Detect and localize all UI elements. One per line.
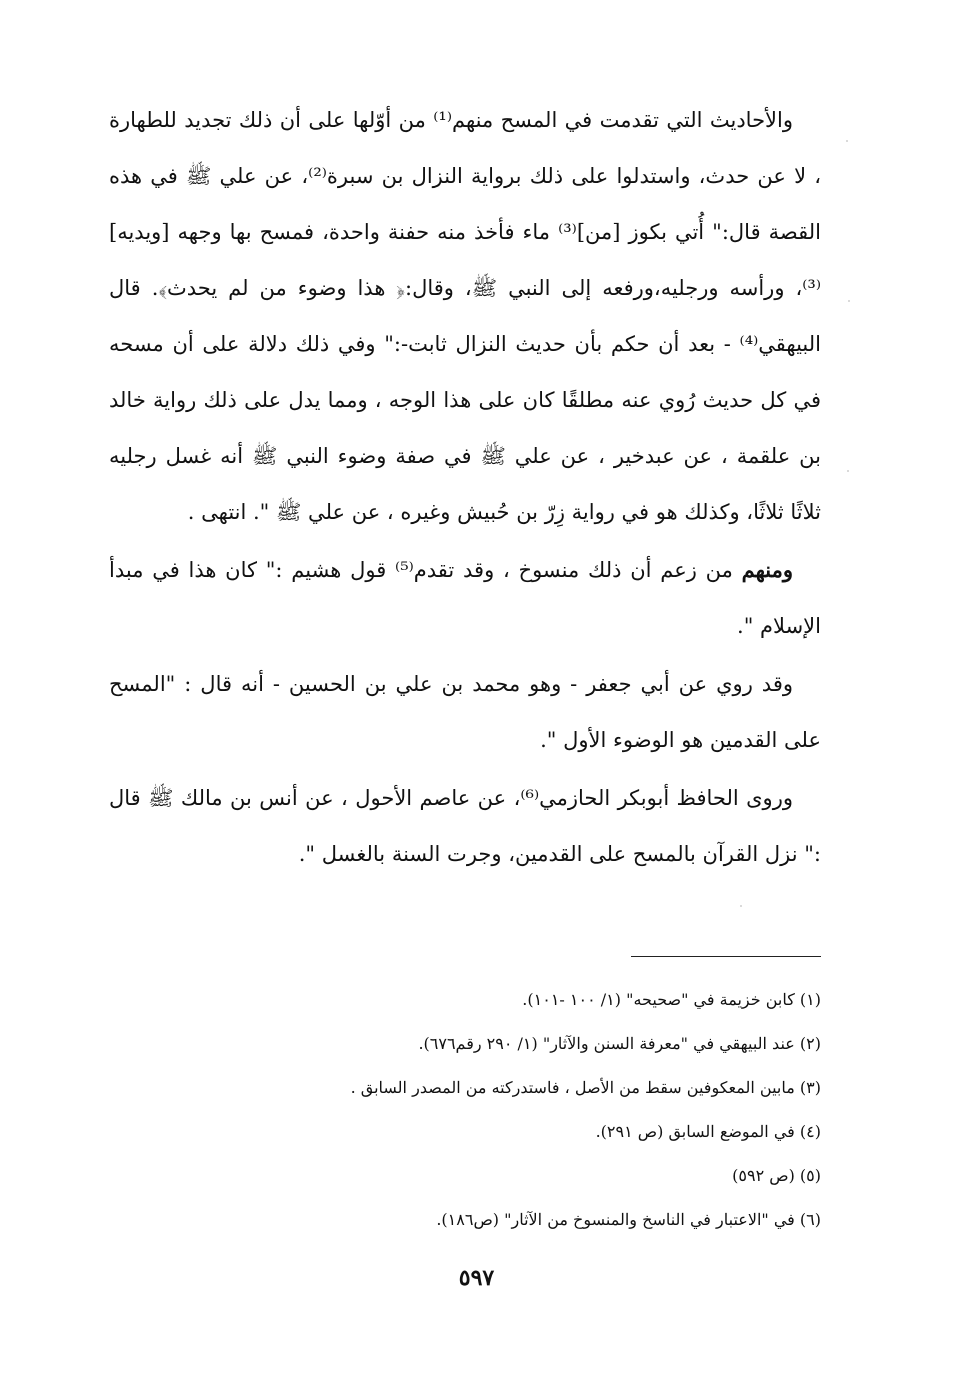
paragraph-2-lead: ومنهم bbox=[741, 557, 794, 582]
main-text bbox=[109, 92, 821, 882]
scan-speck bbox=[846, 140, 848, 142]
footnote-1: (١) كابن خزيمة في "صحيحه" (١/ ١٠٠ -١٠١). bbox=[522, 990, 821, 1009]
paragraph-1: والأحاديث التي تقدمت في المسح منهم⁽¹⁾ من أوّلها على أن ذلك تجديد للطهارة ، لا عن حدث، واستدلوا على ذلك برواية النزال بن سبرة⁽²⁾، عن علي ﷺ في هذه القصة قال:" أُتي بكوز [من]⁽³⁾ ماء فأخذ منه حفنة واحدة، فمسح بها وجهه [ويديه]⁽³⁾، ورأسه ورجليه،ورفعه إلى النبي ﷺ، وقال:﴿ هذا وضوء من لم يحدث﴾. قال البيهقي⁽⁴⁾ - بعد أن حكم بأن حديث النزال ثابت-:" وفي ذلك دلالة على أن مسحه في كل حديث رُوي عنه مطلقًا كان على هذا الوجه ، ومما يدل على ذلك رواية خالد بن علقمة ، عن عبدخير ، عن علي ﷺ في صفة وضوء النبي ﷺ أنه غسل رجليه ثلاثًا ثلاثًا، وكذلك هو في رواية زِرّ بن حُبيش وغيره ، عن علي ﷺ ". انتهى . bbox=[109, 108, 821, 524]
scan-speck bbox=[740, 905, 742, 907]
footnote-4: (٤) في الموضع السابق (ص ٢٩١). bbox=[595, 1122, 821, 1141]
paragraph-2-text: من زعم أن ذلك منسوخ ، وقد تقدم⁽⁵⁾ قول هشيم :" كان هذا في مبدأ الإسلام ". bbox=[109, 558, 821, 638]
scan-speck bbox=[848, 300, 850, 302]
footnote-3: (٣) مابين المعكوفين سقط من الأصل ، فاستدركته من المصدر السابق . bbox=[350, 1078, 821, 1097]
paragraph-2 bbox=[109, 542, 821, 654]
page-number: ٥٩٧ bbox=[458, 1265, 495, 1291]
footnote-5: (٥) (ص ٥٩٢) bbox=[732, 1166, 821, 1185]
scan-speck bbox=[847, 470, 849, 472]
footnote-2: (٢) عند البيهقي في "معرفة السنن والآثار" (١/ ٢٩٠ رقم٦٧٦). bbox=[418, 1034, 821, 1053]
footnote-divider bbox=[631, 956, 821, 957]
footnote-6: (٦) في "الاعتبار في الناسخ والمنسوخ من الآثار" (ص١٨٦). bbox=[436, 1210, 821, 1229]
footnotes bbox=[109, 978, 821, 1242]
paragraph-4: وروى الحافظ أبوبكر الحازمي⁽⁶⁾، عن عاصم الأحول ، عن أنس بن مالك ﷺ قال :" نزل القرآن بالمسح على القدمين، وجرت السنة بالغسل ". bbox=[109, 786, 821, 866]
paragraph-3: وقد روي عن أبي جعفر - وهو محمد بن علي بن الحسين - أنه قال : "المسح على القدمين هو الوضوء الأول ". bbox=[109, 672, 821, 752]
